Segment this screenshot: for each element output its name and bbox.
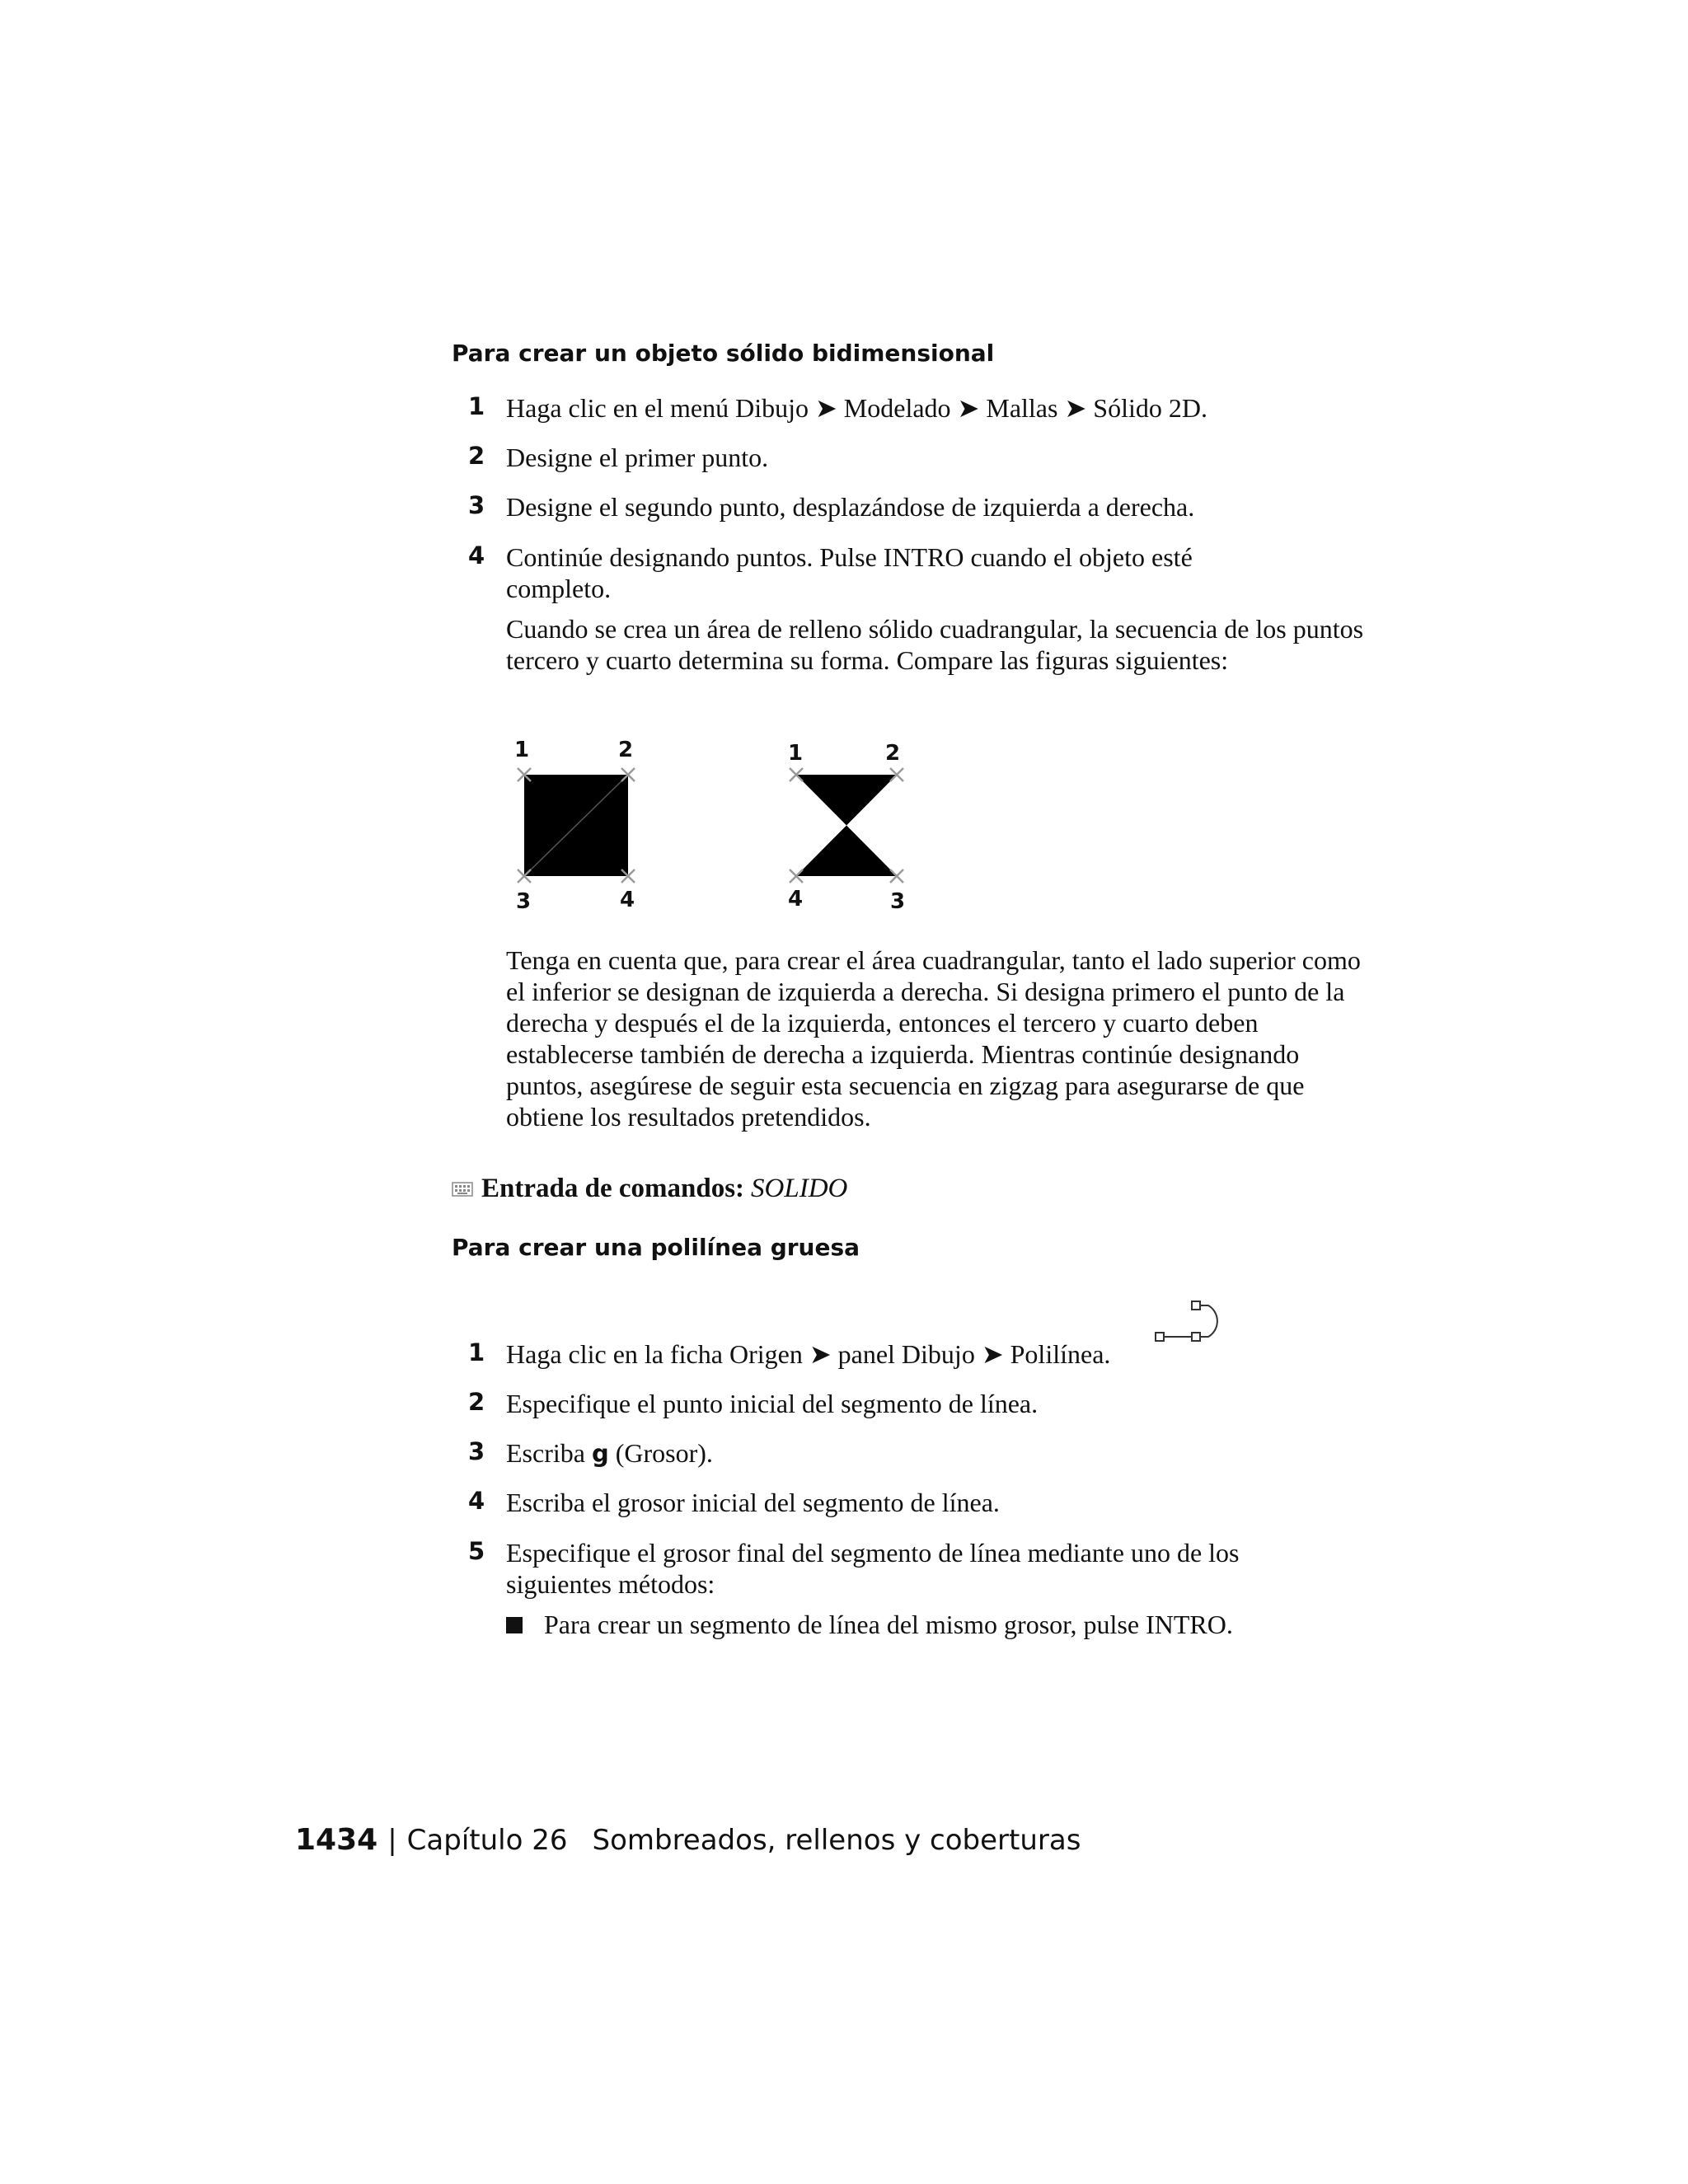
- step-text-pre: Escriba: [506, 1438, 592, 1468]
- point-label: 2: [885, 741, 901, 766]
- point-label: 3: [890, 889, 906, 914]
- step-text: Haga clic en la ficha Origen ➤ panel Dibujo ➤ Polilínea.: [506, 1339, 1111, 1369]
- footer-separator: |: [387, 1824, 397, 1857]
- step-text: Designe el primer punto.: [506, 443, 769, 472]
- step-text: [506, 1437, 1363, 1469]
- step-number: 2: [468, 442, 485, 470]
- bullet-square-icon: [506, 1617, 523, 1633]
- step-number: 1: [468, 392, 485, 420]
- step-number: 3: [468, 1437, 485, 1465]
- bowtie-solid-diagram: [788, 741, 905, 914]
- command-label: Entrada de comandos:: [481, 1174, 745, 1203]
- chapter-title: Sombreados, rellenos y coberturas: [592, 1824, 1081, 1857]
- step-number: 3: [468, 491, 485, 519]
- section-heading-solid-2d: Para crear un objeto sólido bidimensional: [452, 340, 995, 367]
- step-text: Escriba el grosor inicial del segmento de línea.: [506, 1488, 1000, 1517]
- command-entry: [452, 1174, 847, 1204]
- solid-fill-figure: [495, 725, 940, 923]
- step-number: 2: [468, 1388, 485, 1416]
- point-label: 1: [788, 741, 804, 766]
- bullet-text: Para crear un segmento de línea del mismo grosor, pulse INTRO.: [544, 1610, 1233, 1639]
- chapter-number: Capítulo 26: [406, 1824, 568, 1857]
- point-label: 4: [620, 888, 635, 912]
- page-number: 1434: [295, 1823, 378, 1857]
- keyboard-icon: [452, 1182, 473, 1197]
- step-text: Haga clic en el menú Dibujo ➤ Modelado ➤ Mallas ➤ Sólido 2D.: [506, 393, 1207, 423]
- command-value: SOLIDO: [751, 1174, 848, 1203]
- point-label: 3: [516, 889, 532, 914]
- step-text: Continúe designando puntos. Pulse INTRO cuando el objeto esté completo.: [506, 542, 1193, 603]
- paragraph-quad-sequence: Cuando se crea un área de relleno sólido cuadrangular, la secuencia de los puntos tercero y cuarto determina su forma. Compare las figuras siguientes:: [506, 614, 1364, 675]
- step-number: 5: [468, 1537, 485, 1565]
- point-label: 2: [618, 738, 634, 762]
- page-footer: [295, 1823, 1081, 1857]
- step-number: 1: [468, 1338, 485, 1366]
- step-text-post: (Grosor).: [608, 1438, 713, 1468]
- step-text: Especifique el punto inicial del segmento de línea.: [506, 1389, 1039, 1418]
- step-text: Especifique el grosor final del segmento de línea mediante uno de los siguientes métodos:: [506, 1538, 1240, 1599]
- step-number: 4: [468, 1487, 485, 1515]
- square-solid-diagram: [514, 738, 635, 914]
- step-text: Designe el segundo punto, desplazándose de izquierda a derecha.: [506, 492, 1195, 522]
- step-number: 4: [468, 541, 485, 569]
- paragraph-zigzag-note: Tenga en cuenta que, para crear el área cuadrangular, tanto el lado superior como el inferior se designan de izquierda a derecha. Si designa primero el punto de la derecha y después el de la izquierda, entonces el tercero y cuarto deben establecerse también de derecha a izquierda. Mientras continúe designando puntos, asegúrese de seguir esta secuencia en zigzag para asegurarse de que obtiene los resultados pretendidos.: [506, 945, 1361, 1132]
- section-heading-polyline: Para crear una polilínea gruesa: [452, 1234, 860, 1261]
- point-label: 1: [514, 738, 530, 762]
- point-label: 4: [788, 887, 804, 912]
- step-text-bold: g: [591, 1440, 609, 1468]
